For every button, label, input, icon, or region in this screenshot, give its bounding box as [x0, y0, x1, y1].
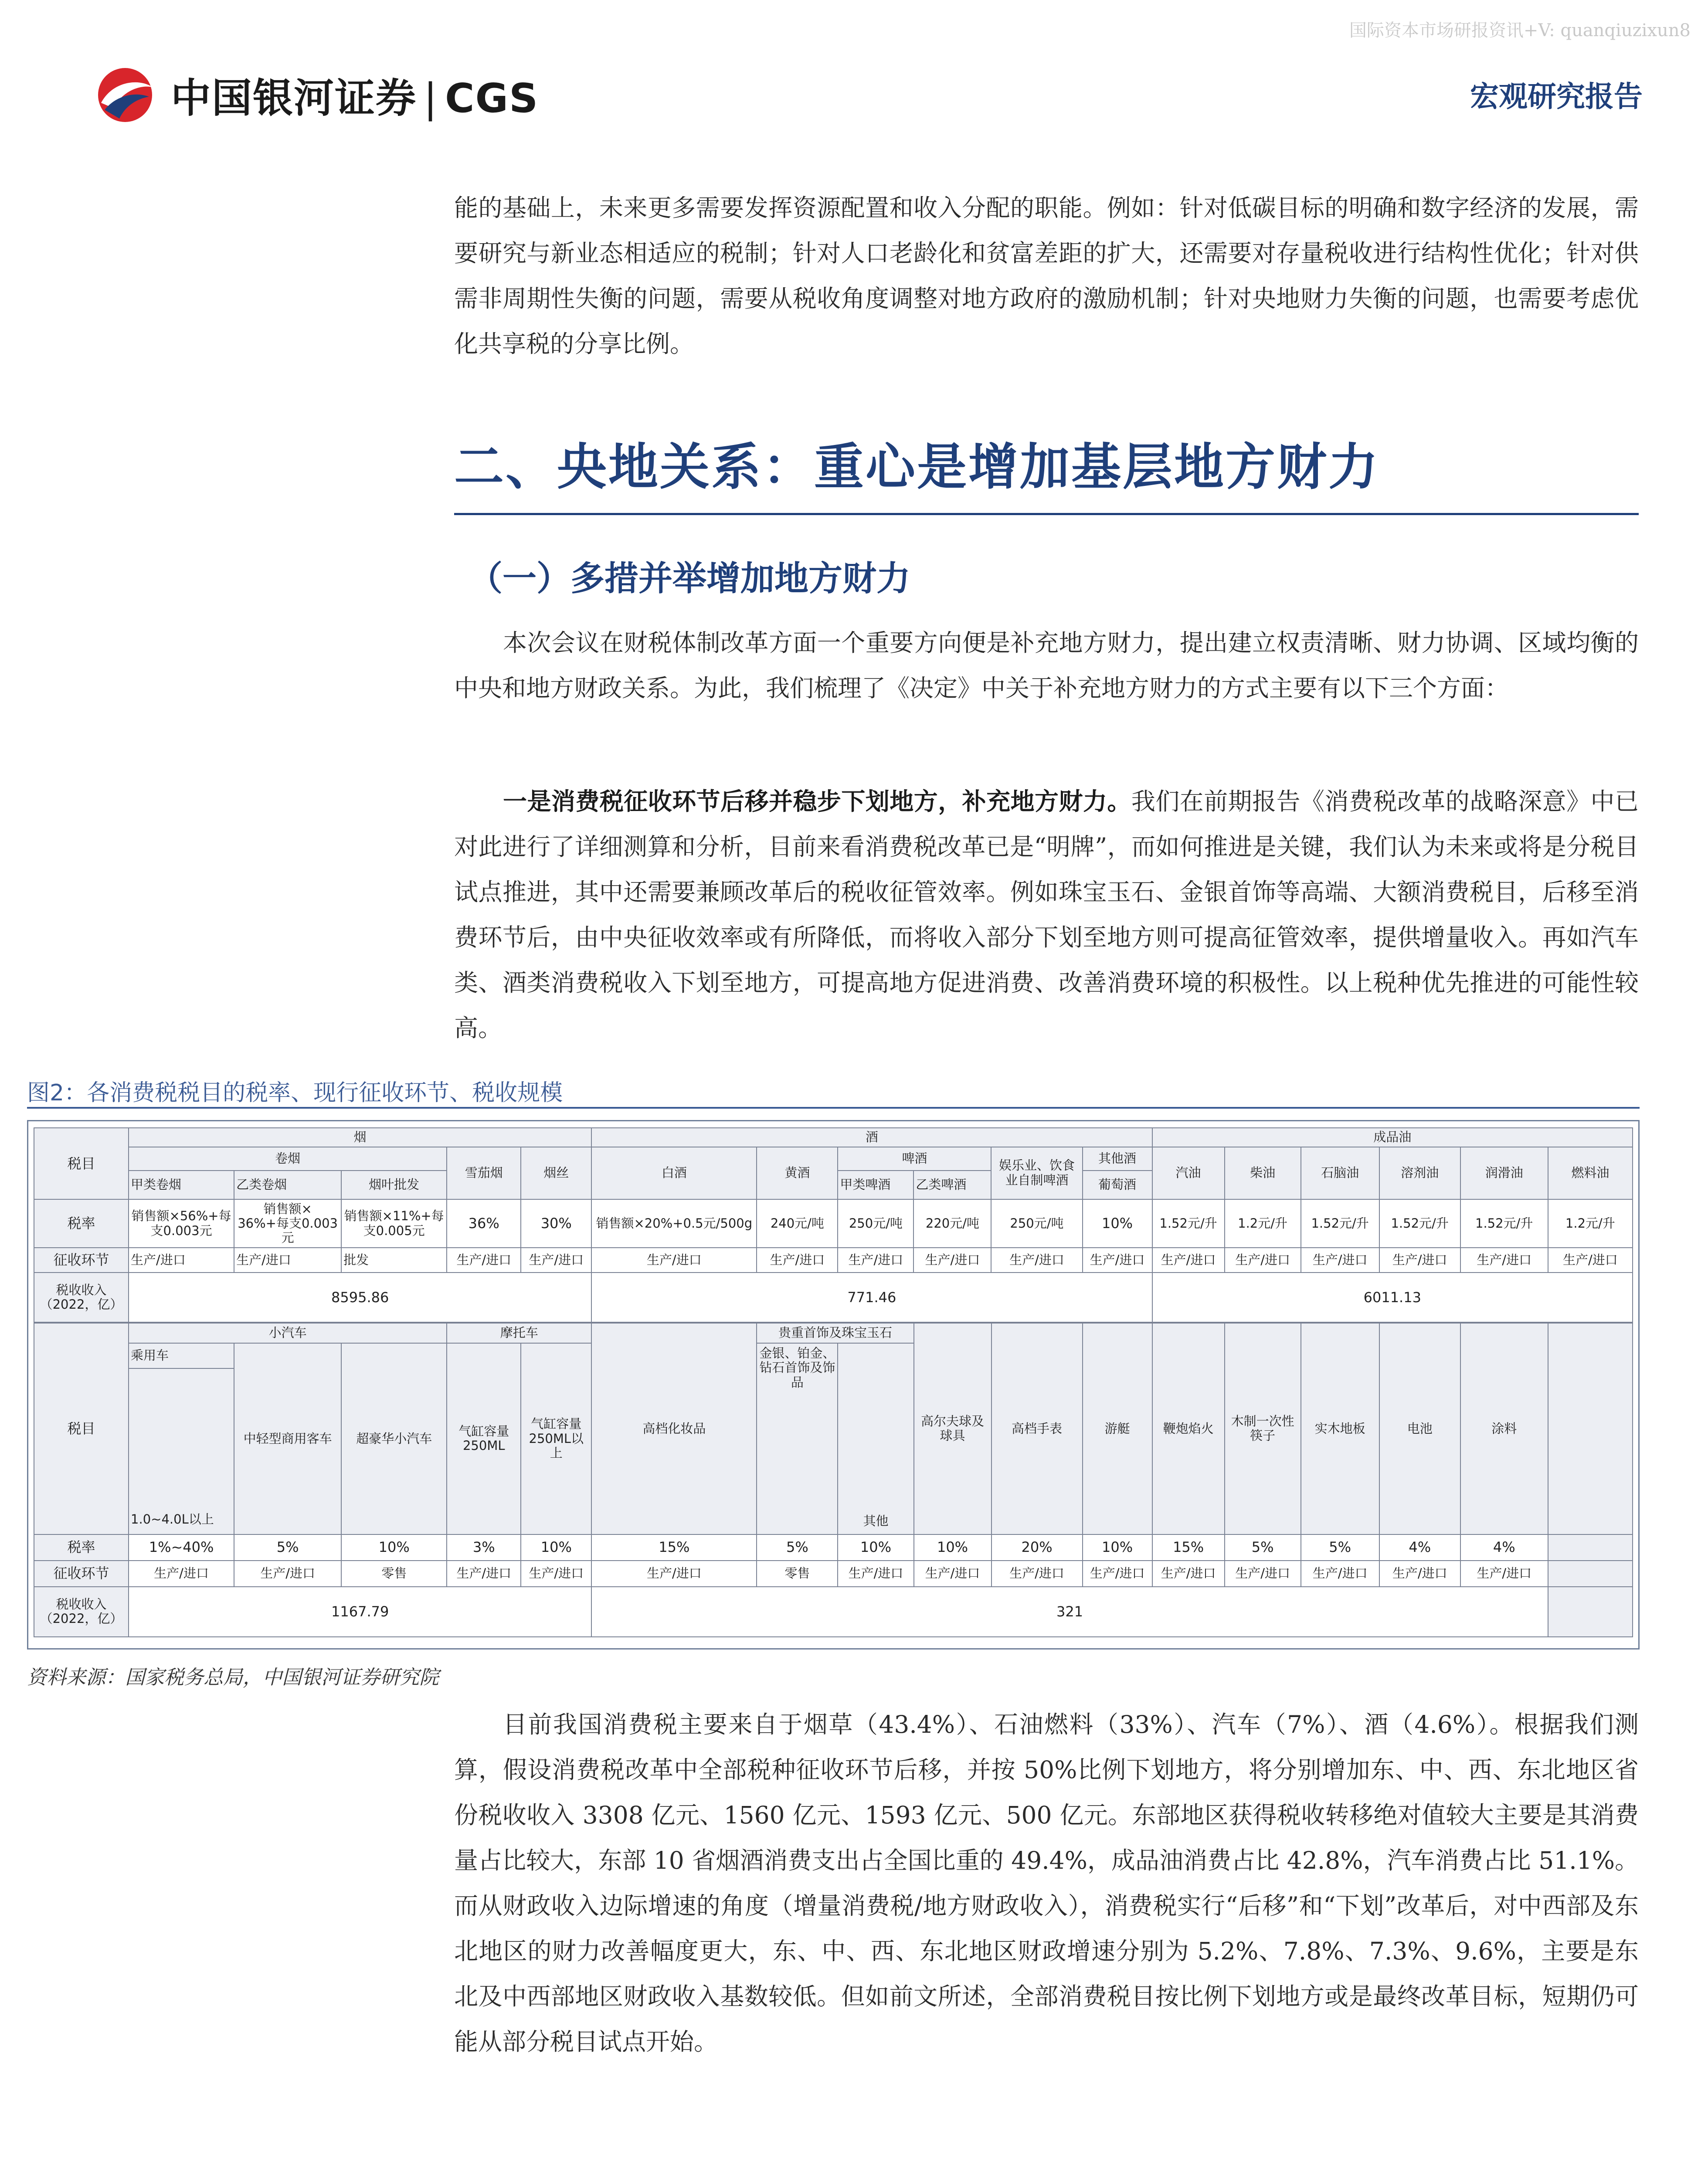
row-label-item: 税目 [34, 1128, 129, 1199]
rate-cell-2: 20% [992, 1534, 1083, 1561]
item-cigar: 雪茄烟 [447, 1147, 521, 1199]
item-diesel: 柴油 [1225, 1147, 1301, 1199]
logo-separator: | [424, 75, 438, 122]
item-luxury-car: 超豪华小汽车 [341, 1343, 447, 1534]
watermark: 国际资本市场研报资讯+V: quanqiuzixun8 [1349, 20, 1691, 41]
paragraph-2 [454, 779, 1639, 1051]
rate-cell: 1.52元/升 [1460, 1199, 1548, 1248]
stage-cell-2: 零售 [757, 1561, 838, 1587]
item-moto-250: 气缸容量250ML [447, 1343, 521, 1534]
rate-cell: 1.52元/升 [1301, 1199, 1379, 1248]
rate-cell-2: 1%~40% [129, 1534, 234, 1561]
sub-cigarette: 卷烟 [129, 1147, 447, 1171]
row-label-revenue-line1: 税收收入 [56, 1282, 107, 1297]
stage-cell: 生产/进口 [447, 1248, 521, 1273]
stage-cell-2: 生产/进口 [521, 1561, 591, 1587]
rate-cell-2: 15% [591, 1534, 757, 1561]
row-label-item-2: 税目 [34, 1323, 129, 1534]
rate-cell-2: 10% [521, 1534, 591, 1561]
stage-cell: 生产/进口 [757, 1248, 838, 1273]
rate-cell-2: 10% [838, 1534, 913, 1561]
rate-cell: 1.52元/升 [1152, 1199, 1225, 1248]
stage-cell: 生产/进口 [591, 1248, 757, 1273]
row-label-revenue-2-line2: （2022，亿） [40, 1611, 123, 1626]
row-label-revenue-2-line1: 税收收入 [56, 1596, 107, 1612]
report-type: 宏观研究报告 [1470, 79, 1643, 113]
rate-cell: 36% [447, 1199, 521, 1248]
row-label-rate: 税率 [34, 1199, 129, 1248]
rate-cell: 销售额×56%+每支0.003元 [129, 1199, 234, 1248]
item-huangjiu: 黄酒 [757, 1147, 838, 1199]
figure-source: 资料来源：国家税务总局，中国银河证券研究院 [27, 1666, 439, 1689]
tax-table-2 [34, 1323, 1633, 1637]
item-gasoline: 汽油 [1152, 1147, 1225, 1199]
row-label-revenue-2 [34, 1587, 129, 1637]
rate-cell: 销售额×11%+每支0.005元 [341, 1199, 447, 1248]
rate-cell-2: 10% [914, 1534, 992, 1561]
company-logo [92, 64, 539, 126]
stage-cell-2: 生产/进口 [1301, 1561, 1379, 1587]
item-wood-flooring: 实木地板 [1301, 1323, 1379, 1534]
group-liquor: 酒 [591, 1128, 1152, 1147]
stage-cell-2: 零售 [341, 1561, 447, 1587]
rate-cell-2: 5% [1225, 1534, 1301, 1561]
stage-cell: 生产/进口 [1225, 1248, 1301, 1273]
section-title-rule [454, 513, 1639, 515]
paragraph-2-lead: 一是消费税征收环节后移并稳步下划地方，补充地方财力。 [503, 787, 1131, 815]
item-golf: 高尔夫球及球具 [914, 1323, 992, 1534]
rate-cell: 销售额× 36%+每支0.003元 [234, 1199, 341, 1248]
stage-cell: 生产/进口 [129, 1248, 234, 1273]
cgs-logo-icon [92, 64, 158, 126]
row-label-revenue [34, 1273, 129, 1322]
logo-cn-text: 中国银河证券 [171, 75, 417, 122]
rate-cell: 240元/吨 [757, 1199, 838, 1248]
stage-cell: 生产/进口 [1083, 1248, 1152, 1273]
stage-cell-2: 生产/进口 [838, 1561, 913, 1587]
rate-cell: 1.2元/升 [1225, 1199, 1301, 1248]
stage-cell-2: 生产/进口 [234, 1561, 341, 1587]
item-luxury-watch: 高档手表 [992, 1323, 1083, 1534]
stage-cell: 生产/进口 [234, 1248, 341, 1273]
empty-cell [1548, 1587, 1633, 1637]
rate-cell: 销售额×20%+0.5元/500g [591, 1199, 757, 1248]
other-liquor: 其他酒 [1083, 1147, 1152, 1171]
stage-cell-2: 生产/进口 [1152, 1561, 1225, 1587]
figure-title-rule [27, 1107, 1640, 1109]
rate-cell: 30% [521, 1199, 591, 1248]
item-light-bus: 中轻型商用客车 [234, 1343, 341, 1534]
stage-cell-2: 生产/进口 [1379, 1561, 1460, 1587]
item-fuel-oil: 燃料油 [1548, 1147, 1633, 1199]
empty-cell [1548, 1323, 1633, 1534]
row-label-revenue-line2: （2022，亿） [40, 1297, 123, 1312]
stage-cell-2: 生产/进口 [1083, 1561, 1152, 1587]
paragraph-2-body: 我们在前期报告《消费税改革的战略深意》中已对此进行了详细测算和分析，目前来看消费税改革已是“明牌”，而如何推进是关键，我们认为未来或将是分税目试点推进，其中还需要兼顾改革后的税收征管效率。例如珠宝玉石、金银首饰等高端、大额消费税目，后移至消费环节后，由中央征收效率或有所降低，而将收入部分下划至地方则可提高征管效率，提供增量收入。再如汽车类、酒类消费税收入下划至地方，可提高地方促进消费、改善消费环境的积极性。以上税种优先推进的可能性较高。 [454, 787, 1639, 1042]
sub-beer: 啤酒 [838, 1147, 991, 1171]
stage-cell-2: 生产/进口 [914, 1561, 992, 1587]
item-solvent-oil: 溶剂油 [1379, 1147, 1460, 1199]
item-cosmetics: 高档化妆品 [591, 1323, 757, 1534]
rate-cell-2: 4% [1379, 1534, 1460, 1561]
item-yacht: 游艇 [1083, 1323, 1152, 1534]
group-oil: 成品油 [1152, 1128, 1633, 1147]
group-motorcycle: 摩托车 [447, 1323, 591, 1343]
item-other-jewelry: 其他 [838, 1343, 913, 1534]
item-battery: 电池 [1379, 1323, 1460, 1534]
stage-cell-2: 生产/进口 [129, 1561, 234, 1587]
logo-en-text: CGS [445, 75, 539, 122]
row-label-stage: 征收环节 [34, 1248, 129, 1273]
stage-cell-2: 生产/进口 [1460, 1561, 1548, 1587]
row-label-stage-2: 征收环节 [34, 1561, 129, 1587]
stage-cell: 生产/进口 [1301, 1248, 1379, 1273]
rate-cell-2: 5% [234, 1534, 341, 1561]
stage-cell: 生产/进口 [838, 1248, 913, 1273]
tax-table-1 [34, 1127, 1633, 1323]
revenue-car-motorcycle: 1167.79 [129, 1587, 591, 1637]
item-class-a-beer: 甲类啤酒 [838, 1171, 913, 1199]
item-class-b-beer: 乙类啤酒 [913, 1171, 991, 1199]
item-tobacco-wholesale: 烟叶批发 [341, 1171, 447, 1199]
item-coating: 涂料 [1460, 1323, 1548, 1534]
item-class-b-cigarette: 乙类卷烟 [234, 1171, 341, 1199]
revenue-others: 321 [591, 1587, 1548, 1637]
sub-passenger-car: 乘用车 [129, 1343, 234, 1368]
rate-cell: 10% [1083, 1199, 1152, 1248]
paragraph-1: 本次会议在财税体制改革方面一个重要方向便是补充地方财力，提出建立权责清晰、财力协调、区域均衡的中央和地方财政关系。为此，我们梳理了《决定》中关于补充地方财力的方式主要有以下三个方面： [454, 629, 1639, 702]
item-naphtha: 石脑油 [1301, 1147, 1379, 1199]
rate-cell-2: 5% [757, 1534, 838, 1561]
stage-cell-2: 生产/进口 [1225, 1561, 1301, 1587]
group-jewelry: 贵重首饰及珠宝玉石 [757, 1323, 913, 1343]
figure-title: 图2：各消费税税目的税率、现行征收环节、税收规模 [27, 1080, 563, 1106]
group-car: 小汽车 [129, 1323, 447, 1343]
group-tobacco: 烟 [129, 1128, 591, 1147]
empty-cell [1548, 1534, 1633, 1561]
item-cut-tobacco: 烟丝 [521, 1147, 591, 1199]
item-moto-over-250: 气缸容量250ML以上 [521, 1343, 591, 1534]
stage-cell: 生产/进口 [1460, 1248, 1548, 1273]
item-self-made-beer: 娱乐业、饮食业自制啤酒 [991, 1147, 1082, 1199]
item-baijiu: 白酒 [591, 1147, 757, 1199]
rate-cell: 250元/吨 [991, 1199, 1082, 1248]
stage-cell: 生产/进口 [1548, 1248, 1633, 1273]
rate-cell-2: 10% [341, 1534, 447, 1561]
intro-paragraph: 能的基础上，未来更多需要发挥资源配置和收入分配的职能。例如：针对低碳目标的明确和数字经济的发展，需要研究与新业态相适应的税制；针对人口老龄化和贫富差距的扩大，还需要对存量税收进行结构性优化；针对供需非周期性失衡的问题，需要从税收角度调整对地方政府的激励机制；针对央地财力失衡的问题，也需要考虑优化共享税的分享比例。 [454, 194, 1639, 358]
item-wine: 葡萄酒 [1083, 1171, 1152, 1199]
item-class-a-cigarette: 甲类卷烟 [129, 1171, 234, 1199]
empty-cell [1548, 1561, 1633, 1587]
paragraph-3: 目前我国消费税主要来自于烟草（43.4%）、石油燃料（33%）、汽车（7%）、酒（4.6%）。根据我们测算，假设消费税改革中全部税种征收环节后移，并按 50%比例下划地方，将分别增加东、中、西、东北地区省份税收收入 3308 亿元、1560 亿元、1593 亿元、500 亿元。东部地区获得税收转移绝对值较大主要是其消费量占比较大，东部 10 省烟酒消费支出占全国比重的 49.4%，成品油消费占比 42.8%，汽车消费占比 51.1%。而从财政收入边际增速的角度（增量消费税/地方财政收入），消费税实行“后移”和“下划”改革后，对中西部及东北地区的财力改善幅度更大，东、中、西、东北地区财政增速分别为 5.2%、7.8%、7.3%、9.6%，主要是东北及中西部地区财政收入基数较低。但如前文所述，全部消费税目按比例下划地方或是最终改革目标，短期仍可能从部分税目试点开始。 [454, 1711, 1639, 2056]
rate-cell: 1.2元/升 [1548, 1199, 1633, 1248]
rate-cell-2: 15% [1152, 1534, 1225, 1561]
item-lubricant: 润滑油 [1460, 1147, 1548, 1199]
rate-cell-2: 4% [1460, 1534, 1548, 1561]
rate-cell-2: 5% [1301, 1534, 1379, 1561]
revenue-oil: 6011.13 [1152, 1273, 1633, 1322]
rate-cell: 250元/吨 [838, 1199, 913, 1248]
item-gold-jewelry: 金银、铂金、钻石首饰及饰品 [757, 1343, 838, 1534]
revenue-tobacco: 8595.86 [129, 1273, 591, 1322]
stage-cell-2: 生产/进口 [992, 1561, 1083, 1587]
section-title: 二、央地关系：重心是增加基层地方财力 [454, 438, 1380, 496]
rate-cell-2: 3% [447, 1534, 521, 1561]
stage-cell-2: 生产/进口 [447, 1561, 521, 1587]
consumption-tax-table [27, 1120, 1640, 1650]
subsection-title: （一）多措并举增加地方财力 [469, 559, 911, 598]
item-chopsticks: 木制一次性筷子 [1225, 1323, 1301, 1534]
stage-cell: 生产/进口 [913, 1248, 991, 1273]
stage-cell: 生产/进口 [991, 1248, 1082, 1273]
rate-cell: 220元/吨 [913, 1199, 991, 1248]
stage-cell-2: 生产/进口 [591, 1561, 757, 1587]
revenue-liquor: 771.46 [591, 1273, 1152, 1322]
rate-cell-2: 10% [1083, 1534, 1152, 1561]
item-fireworks: 鞭炮焰火 [1152, 1323, 1225, 1534]
stage-cell: 生产/进口 [1379, 1248, 1460, 1273]
passenger-range: 1.0~4.0L以上 [129, 1368, 234, 1534]
stage-cell: 生产/进口 [1152, 1248, 1225, 1273]
stage-cell: 生产/进口 [521, 1248, 591, 1273]
stage-cell: 批发 [341, 1248, 447, 1273]
row-label-rate-2: 税率 [34, 1534, 129, 1561]
rate-cell: 1.52元/升 [1379, 1199, 1460, 1248]
